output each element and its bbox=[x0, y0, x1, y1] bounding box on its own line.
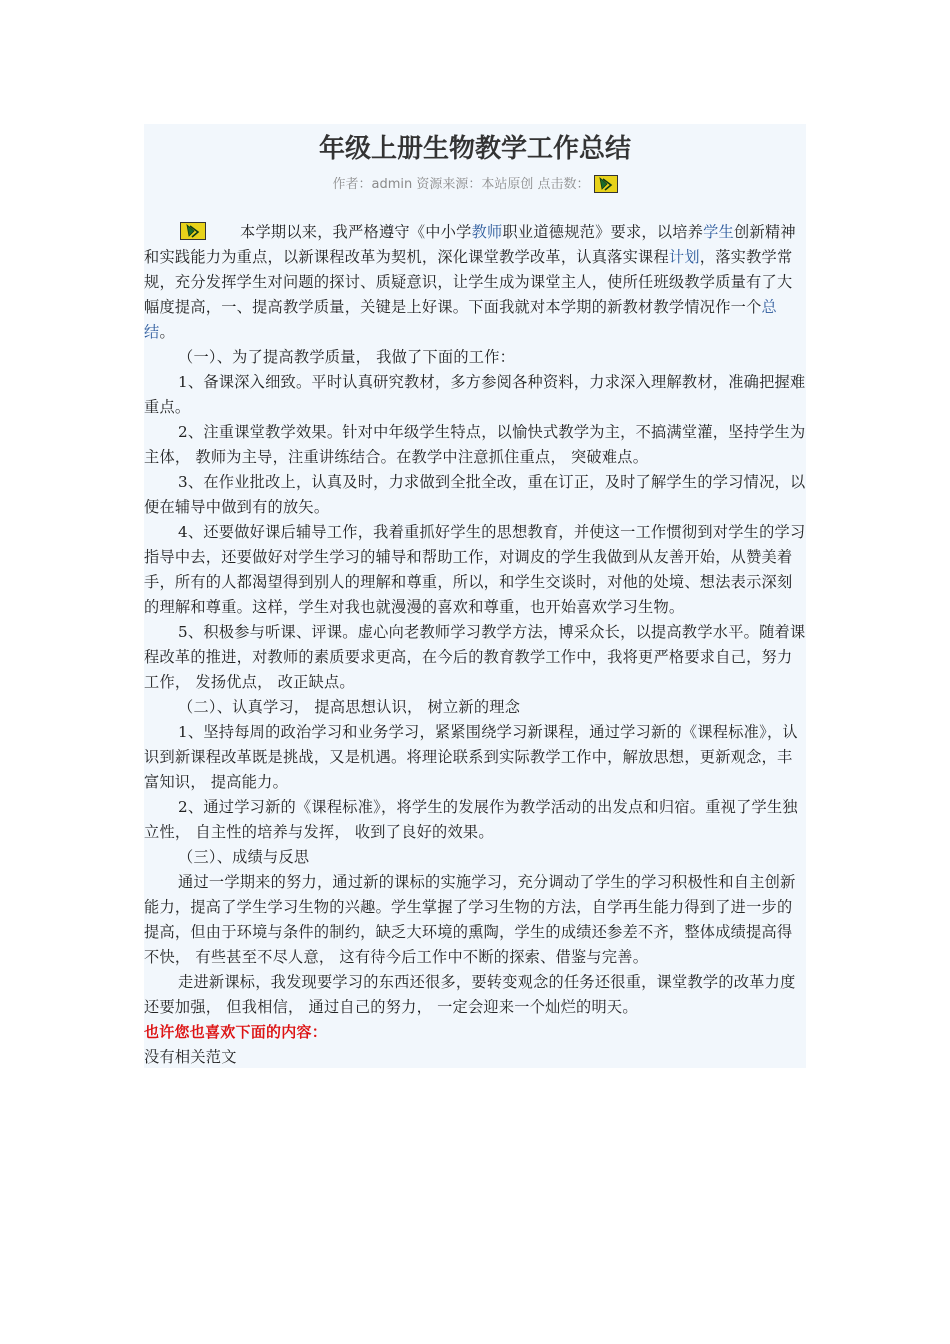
body-paragraph: 2、注重课堂教学效果。针对中年级学生特点，以愉快式教学为主，不搞满堂灌，坚持学生为主体， 教师为主导，注重讲练结合。在教学中注意抓住重点， 突破难点。 bbox=[144, 423, 806, 466]
intro-paragraph: 本学期以来，我严格遵守《中小学教师职业道德规范》要求，以培养学生创新精神和实践能力为重点，以新课程改革为契机，深化课堂教学改革，认真落实课程计划，落实教学常规，充分发挥学生对问题的探讨、质疑意识，让学生成为课堂主人，使所任班级教学质量有了大幅度提高，一、提高教学质量，关键是上好课。下面我就对本学期的新教材教学情况作一个总结。 bbox=[144, 223, 796, 341]
author-name: admin bbox=[371, 177, 413, 192]
section-heading-3: （三）、成绩与反思 bbox=[178, 848, 310, 866]
link-teacher[interactable]: 教师 bbox=[471, 223, 503, 241]
body-paragraph: 1、备课深入细致。平时认真研究教材，多方参阅各种资料，力求深入理解教材，准确把握难重点。 bbox=[144, 373, 806, 416]
body-paragraph: 走进新课标，我发现要学习的东西还很多，要转变观念的任务还很重，课堂教学的改革力度还要加强， 但我相信， 通过自己的努力， 一定会迎来一个灿烂的明天。 bbox=[144, 973, 796, 1016]
body-paragraph: 4、还要做好课后辅导工作，我着重抓好学生的思想教育，并使这一工作惯彻到对学生的学习指导中去，还要做好对学生学习的辅导和帮助工作，对调皮的学生我做到从友善开始，从赞美着手，所有的人都渴望得到别人的理解和尊重，所以，和学生交谈时，对他的处境、想法表示深刻的理解和尊重。这样，学生对我也就漫漫的喜欢和尊重，也开始喜欢学习生物。 bbox=[144, 523, 806, 616]
link-plan[interactable]: 计划 bbox=[668, 248, 700, 266]
article-body bbox=[144, 220, 806, 1070]
body-paragraph: 1、坚持每周的政治学习和业务学习，紧紧围绕学习新课程，通过学习新的《课程标准》，认识到新课程改革既是挑战，又是机遇。将理论联系到实际教学工作中，解放思想，更新观念，丰富知识， 提高能力。 bbox=[144, 723, 798, 791]
source-value: 本站原创 bbox=[481, 177, 534, 192]
section-heading-1: （一）、为了提高教学质量， 我做了下面的工作： bbox=[178, 348, 516, 366]
article-lead-icon bbox=[180, 222, 206, 240]
body-paragraph: 通过一学期来的努力，通过新的课标的实施学习，充分调动了学生的学习积极性和自主创新能力，提高了学生学习生物的兴趣。学生掌握了学习生物的方法，自学再生能力得到了进一步的提高，但由于环境与条件的制约，缺乏大环境的熏陶，学生的成绩还参差不齐，整体成绩提高得不快， 有些甚至不尽人意， 这有待今后工作中不断的探索、借鉴与完善。 bbox=[144, 873, 796, 966]
article-meta bbox=[144, 174, 806, 196]
hits-label: 点击数： bbox=[533, 177, 590, 192]
body-paragraph: 3、在作业批改上，认真及时，力求做到全批全改，重在订正，及时了解学生的学习情况，以便在辅导中做到有的放矢。 bbox=[144, 473, 806, 516]
related-content-empty: 没有相关范文 bbox=[144, 1048, 237, 1066]
related-content-title: 也许您也喜欢下面的内容： bbox=[144, 1023, 328, 1041]
body-paragraph: 2、通过学习新的《课程标准》，将学生的发展作为教学活动的出发点和归宿。重视了学生独立性， 自主性的培养与发挥， 收到了良好的效果。 bbox=[144, 798, 798, 841]
article-title: 年级上册生物教学工作总结 bbox=[318, 134, 631, 164]
body-paragraph: 5、积极参与听课、评课。虚心向老教师学习教学方法，博采众长，以提高教学水平。随着课程改革的推进，对教师的素质要求更高，在今后的教育教学工作中，我将更严格要求自己，努力工作， 发扬优点， 改正缺点。 bbox=[144, 623, 806, 691]
hit-counter-icon bbox=[594, 175, 618, 193]
link-summary[interactable]: 总结 bbox=[144, 298, 777, 341]
section-heading-2: （二）、认真学习， 提高思想认识， 树立新的理念 bbox=[178, 698, 521, 716]
author-label: 作者： bbox=[332, 177, 372, 192]
link-student[interactable]: 学生 bbox=[703, 223, 734, 241]
source-label: 资源来源： bbox=[412, 177, 482, 192]
